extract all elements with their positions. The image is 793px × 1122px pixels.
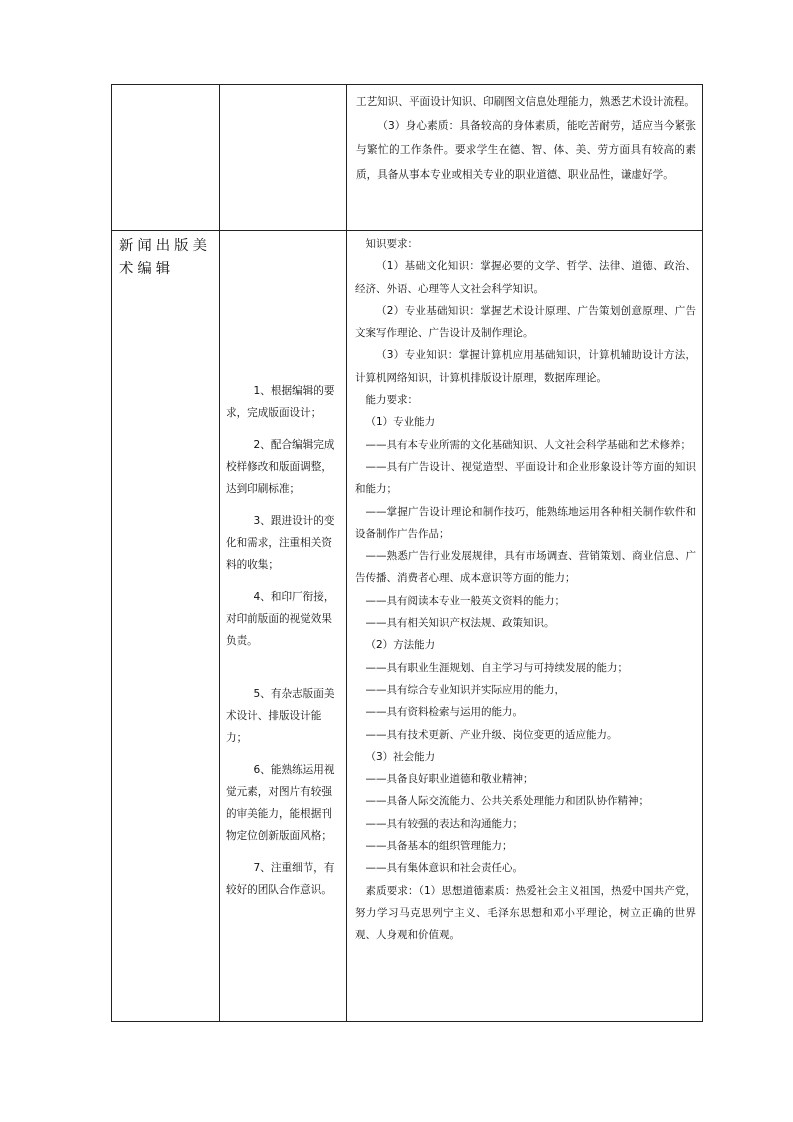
requirement-cell <box>347 85 703 231</box>
requirement-text: 工艺知识、平面设计知识、印刷图文信息处理能力，熟悉艺术设计流程。 <box>356 96 695 108</box>
requirement-text: ——具有职业生涯规划、自主学习与可持续发展的能力； <box>365 661 628 674</box>
duty-item: 4、和印厂衔接，对印前版面的视觉效果负责。 <box>226 591 335 647</box>
requirement-text: （1）基础文化知识：掌握必要的文学、哲学、法律、道德、政治、经济、外语、心理等人文社会科学知识。 <box>355 260 696 295</box>
requirement-subheading: （3）社会能力 <box>365 750 436 763</box>
requirement-cell <box>347 231 703 1022</box>
requirement-text: ——具备人际交流能力、公共关系处理能力和团队协作精神； <box>365 795 649 808</box>
duty-cell <box>220 231 347 1022</box>
requirement-text: 素质要求：（1）思想道德素质：热爱社会主义祖国，热爱中国共产党，努力学习马克思列宁主义、毛泽东思想和邓小平理论，树立正确的世界观、人身观和价值观。 <box>355 884 696 942</box>
requirement-text: ——具有阅读本专业一般英文资料的能力； <box>365 594 565 607</box>
requirement-heading: 能力要求： <box>365 394 418 407</box>
curriculum-table <box>111 84 703 1022</box>
duty-item: 1、根据编辑的要求，完成版面设计； <box>226 385 335 419</box>
requirement-text: ——掌握广告设计理论和制作技巧，能熟练地运用各种相关制作软件和设备制作广告作品； <box>355 505 696 540</box>
requirement-text: ——熟悉广告行业发展规律，具有市场调查、营销策划、商业信息、广告传播、消费者心理、成本意识等方面的能力； <box>355 550 696 585</box>
requirement-text: ——具有相关知识产权法规、政策知识。 <box>365 617 555 630</box>
table-row <box>112 231 703 1022</box>
duty-item: 7、注重细节，有较好的团队合作意识。 <box>226 862 335 896</box>
job-cell <box>112 231 220 1022</box>
requirement-text: ——具有资料检索与运用的能力。 <box>365 706 523 719</box>
requirement-text: （2）专业基础知识：掌握艺术设计原理、广告策划创意原理、广告文案写作理论、广告设计及制作理论。 <box>355 304 696 340</box>
requirement-text: ——具有广告设计、视觉造型、平面设计和企业形象设计等方面的知识和能力； <box>355 460 696 496</box>
requirement-text: （3）身心素质：具备较高的身体素质，能吃苦耐劳，适应当今紧张与繁忙的工作条件。要求学生在德、智、体、美、劳方面具有较高的素质，具备从事本专业或相关专业的职业道德、职业品性，谦虚好学。 <box>356 120 696 181</box>
requirement-text: ——具有技术更新、产业升级、岗位变更的适应能力。 <box>365 728 618 741</box>
requirement-text: ——具有本专业所需的文化基础知识、人文社会科学基础和艺术修养； <box>365 438 691 451</box>
requirement-text: （3）专业知识：掌握计算机应用基础知识，计算机辅助设计方法，计算机网络知识，计算机排版设计原理，数据库理论。 <box>355 349 696 384</box>
duty-item: 6、能熟练运用视觉元素，对图片有较强的审美能力，能根据刊物定位创新版面风格； <box>226 764 335 842</box>
duty-item: 5、有杂志版面美术设计、排版设计能力； <box>226 688 335 744</box>
requirement-text: ——具有集体意识和社会责任心。 <box>365 862 523 875</box>
job-cell-empty <box>112 85 220 231</box>
duty-item: 2、配合编辑完成校样修改和版面调整，达到印刷标准； <box>226 439 335 495</box>
requirement-text: ——具备良好职业道德和敬业精神； <box>365 773 534 786</box>
requirement-text: ——具有综合专业知识并实际应用的能力， <box>365 683 565 696</box>
requirement-text: ——具有较强的表达和沟通能力； <box>365 817 523 830</box>
requirement-subheading: （1）专业能力 <box>365 416 436 429</box>
requirement-heading: 知识要求： <box>365 238 418 250</box>
job-title: 新闻出版美术编辑 <box>119 238 211 277</box>
duty-cell-empty <box>220 85 347 231</box>
table-row <box>112 85 703 231</box>
requirement-subheading: （2）方法能力 <box>365 639 436 652</box>
duty-item: 3、跟进设计的变化和需求，注重相关资料的收集； <box>226 515 335 571</box>
requirement-text: ——具备基本的组织管理能力； <box>365 840 513 853</box>
